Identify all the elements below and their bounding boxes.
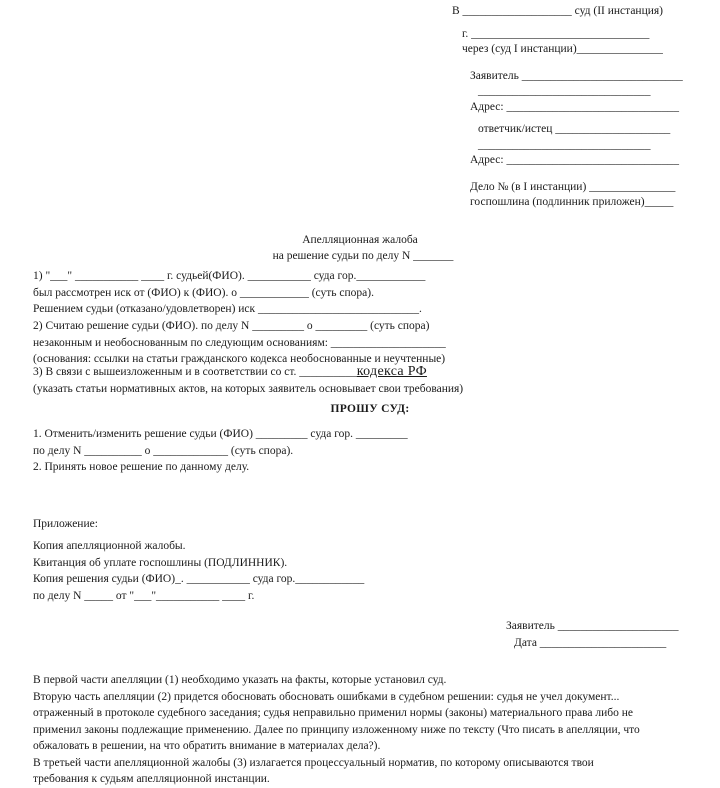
respondent-continuation-line: ______________________________: [478, 138, 651, 151]
signature-block: [452, 618, 700, 652]
list-item: по делу N _____ от "___"___________ ____ г.: [33, 589, 255, 602]
respondent-address-line: Адрес: ______________________________: [470, 154, 679, 166]
city-line: г. _______________________________: [462, 27, 650, 40]
state-fee-line: госпошлина (подлинник приложен)_____: [470, 196, 674, 208]
signature-date-line: Дата ______________________: [514, 637, 667, 649]
section-2-line-2: незаконным и необоснованным по следующим основаниям: ____________________: [33, 336, 446, 349]
applicant-line: Заявитель ____________________________: [470, 69, 683, 82]
court-header-block: [452, 4, 700, 211]
note-line: Вторую часть апелляции (2) придется обосновать обосновать ошибками в судебном решении: судья не учел документ...: [33, 690, 620, 703]
section-3: [33, 364, 693, 397]
section-2-line-3: (основания: ссылки на статьи гражданского кодекса необоснованные и неучтенные): [33, 353, 446, 365]
respondent-line: ответчик/истец ____________________: [478, 123, 671, 135]
applicant-address-line: Адрес: ______________________________: [470, 100, 679, 113]
section-3-line-1: [33, 364, 693, 381]
request-heading: [0, 403, 720, 415]
request-line-1: 1. Отменить/изменить решение судьи (ФИО) _________ суда гор. _________: [33, 428, 408, 440]
note-line: обжаловать в решении, на что обратить внимание в материалах дела?).: [33, 740, 381, 752]
section-2: [33, 318, 693, 368]
list-item: Копия решения судьи (ФИО)_. ___________ суда гор.____________: [33, 573, 365, 585]
section-3-lead-text: 3) В связи с вышеизложенным и в соответствии со ст. __________: [33, 366, 357, 378]
note-line: требования к судьям апелляционной инстанции.: [33, 773, 270, 785]
request-line-2: по делу N __________ о _____________ (суть спора).: [33, 444, 294, 457]
list-item: Копия апелляционной жалобы.: [33, 540, 186, 552]
request-heading-label: ПРОШУ СУД:: [330, 403, 410, 415]
section-2-line-1: 2) Считаю решение судьи (ФИО). по делу N _________ о _________ (суть спора): [33, 320, 430, 332]
applicant-continuation-line: ______________________________: [478, 85, 651, 97]
note-line: В третьей части апелляционной жалобы (3) излагается процессуальный норматив, по которому описываются твои: [33, 756, 594, 769]
explanatory-notes: [33, 672, 701, 788]
section-1-line-1: 1) "___" ___________ ____ г. судьей(ФИО). ___________ суда гор.____________: [33, 270, 426, 282]
first-instance-court-line: через (суд I инстанции)_______________: [462, 43, 663, 55]
document-title: [0, 232, 720, 264]
attachments-label: Приложение:: [33, 518, 98, 530]
section-1-line-3: Решением судьи (отказано/удовлетворен) иск ____________________________.: [33, 303, 422, 315]
note-line: В первой части апелляции (1) необходимо указать на факты, которые установил суд.: [33, 674, 447, 686]
request-line-3: 2. Принять новое решение по данному делу.: [33, 461, 250, 473]
note-line: применил законы подлежащие применению. Далее по принципу изложенному ниже по тексту (Что писать в апелляции, что: [33, 723, 640, 736]
court-name-line: В ___________________ суд (II инстанция): [452, 5, 664, 17]
section-1-line-2: был рассмотрен иск от (ФИО) к (ФИО). о ____________ (суть спора).: [33, 286, 374, 299]
attachments-label-wrap: [33, 516, 693, 533]
request-list: [33, 426, 693, 476]
codex-reference: кодекса РФ: [356, 364, 427, 379]
case-number-line: Дело № (в I инстанции) _______________: [470, 180, 676, 193]
title-line-2: на решение судьи по делу N _______: [272, 250, 454, 262]
section-1: [33, 268, 693, 318]
list-item: Квитанция об уплате госпошлины (ПОДЛИННИК).: [33, 556, 288, 569]
signature-applicant-line: Заявитель _____________________: [506, 620, 679, 632]
note-line: отраженный в протоколе судебного заседания; судья неправильно применил нормы (законы) материального права либо не: [33, 707, 634, 719]
title-line-1: Апелляционная жалоба: [302, 234, 418, 246]
section-3-line-2: (указать статьи нормативных актов, на которых заявитель основывает свои требования): [33, 382, 464, 395]
attachments-list: [33, 538, 693, 604]
